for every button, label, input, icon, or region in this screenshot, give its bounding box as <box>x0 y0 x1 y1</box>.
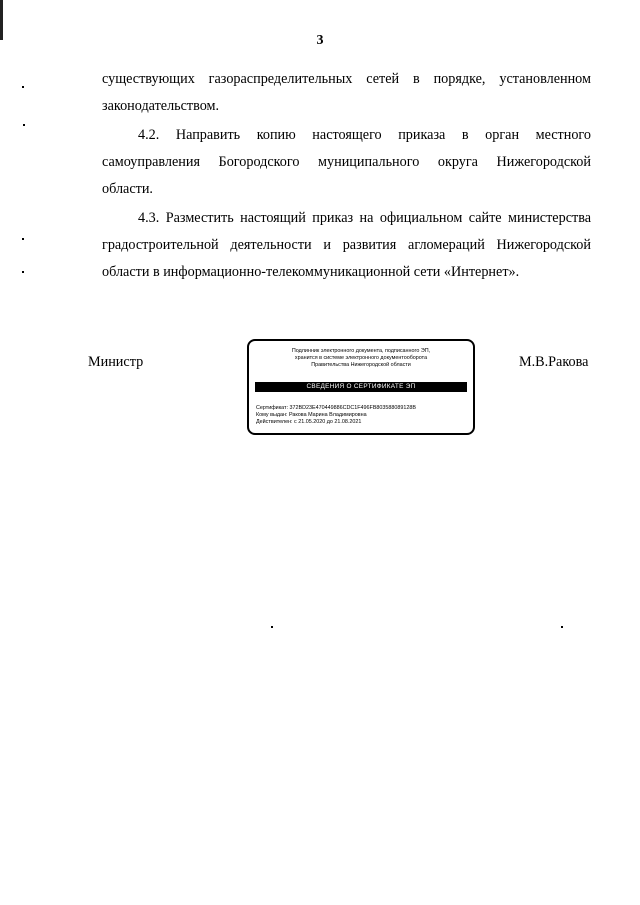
stamp-header-line: Правительства Нижегородской области <box>311 362 411 368</box>
signatory-role: Министр <box>88 354 144 370</box>
scan-speck <box>561 626 563 628</box>
scan-speck <box>22 271 24 273</box>
certificate-number: Сертификат: 372BD23E470449886CDC1F496FB803588089128B <box>256 405 416 411</box>
paragraph-line: существующих газораспределительных сетей в порядке, установленном <box>102 71 591 87</box>
stamp-certificate-title: СВЕДЕНИЯ О СЕРТИФИКАТЕ ЭП <box>255 382 467 392</box>
certificate-validity: Действителен: с 21.05.2020 до 21.08.2021 <box>256 419 362 426</box>
scan-speck <box>22 86 24 88</box>
scan-speck <box>271 626 273 628</box>
paragraph-4-1-continuation <box>102 66 591 120</box>
stamp-header-line: хранится в системе электронного документооборота <box>294 355 428 361</box>
page-number: 3 <box>316 33 324 48</box>
paragraph-line: самоуправления Богородского муниципального округа Нижегородской <box>102 154 591 170</box>
paragraph-line: 4.3. Разместить настоящий приказ на официальном сайте министерства <box>138 210 591 226</box>
paragraph-line: градостроительной деятельности и развития агломераций Нижегородской <box>102 237 591 253</box>
stamp-header-line: Подлинник электронного документа, подписанного ЭП, <box>291 348 431 354</box>
stamp-certificate-details <box>256 405 416 427</box>
paragraph-line: законодательством. <box>102 98 220 114</box>
paragraph-4-3 <box>102 205 591 286</box>
scan-speck <box>23 124 25 126</box>
stamp-header <box>249 348 473 369</box>
signatory-name: М.В.Ракова <box>519 354 589 370</box>
paragraph-line: области в информационно-телекоммуникационной сети «Интернет». <box>102 264 520 280</box>
electronic-signature-stamp <box>247 339 475 435</box>
certificate-owner: Кому выдан: Ракова Марина Владимировна <box>256 412 367 419</box>
paragraph-4-2 <box>102 122 591 203</box>
paragraph-line: области. <box>102 181 153 197</box>
paragraph-line: 4.2. Направить копию настоящего приказа в орган местного <box>138 127 591 143</box>
scan-speck <box>22 238 24 240</box>
